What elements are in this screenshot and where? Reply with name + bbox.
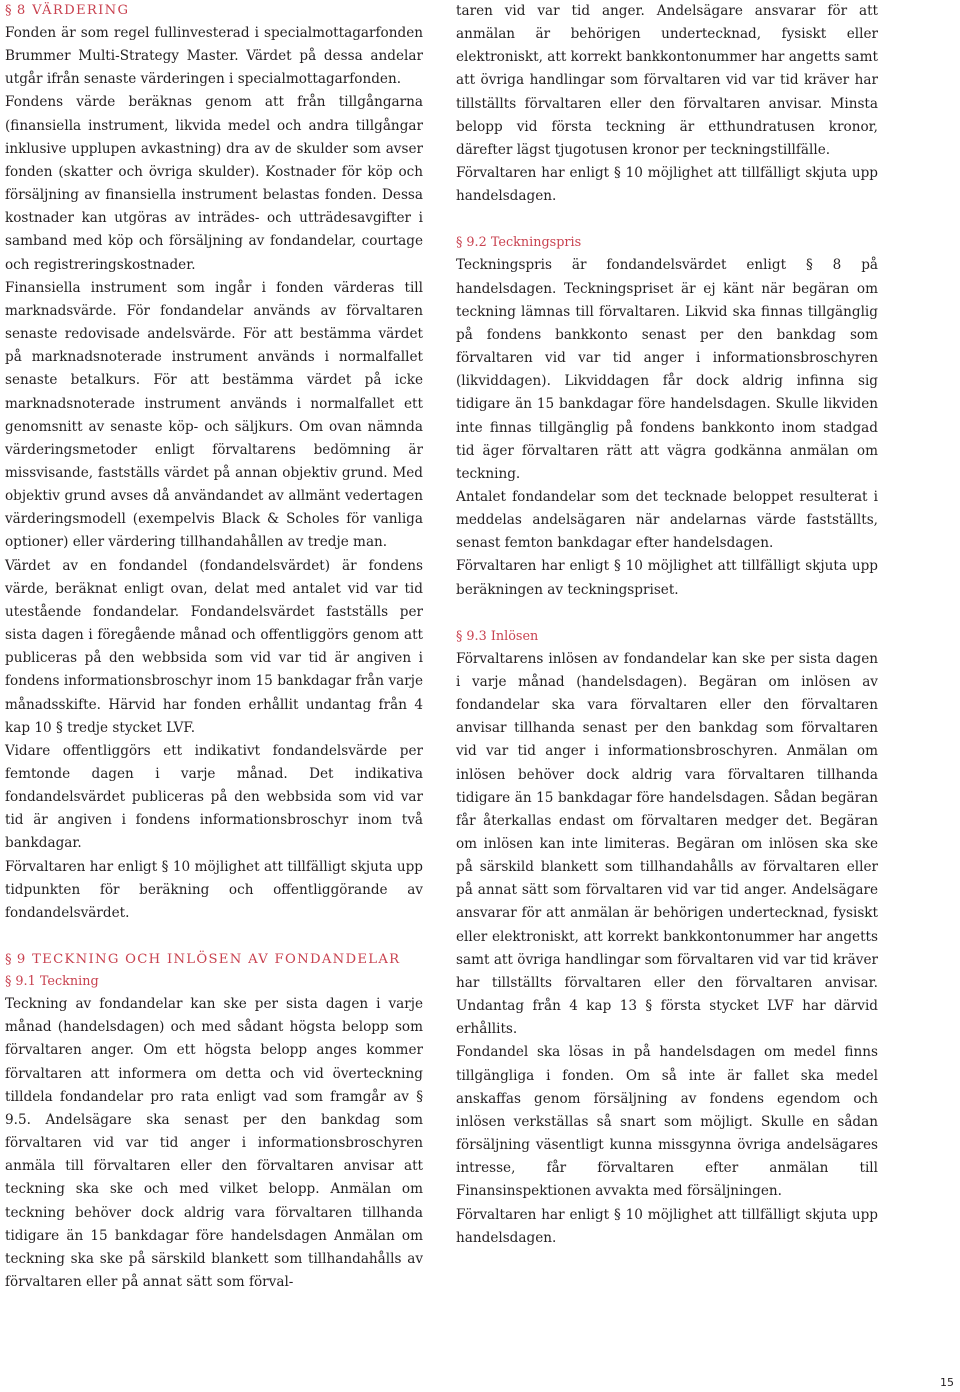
section-sign-icon: § (456, 628, 463, 644)
section-9-1-title: 9.1 Teckning (15, 974, 99, 990)
paragraph: Förvaltaren har enligt § 10 möjlighet att tillfälligt skjuta upp handelsdagen. (456, 165, 878, 205)
section-sign-icon: § (5, 974, 12, 990)
section-sign-icon: § (5, 3, 13, 18)
section-9-2-heading (456, 232, 878, 254)
spacer (456, 602, 878, 626)
page-number: 15 (940, 1376, 954, 1389)
paragraph: Förvaltaren har enligt § 10 möjlighet att tillfälligt skjuta upp handelsdagen. (456, 1206, 878, 1246)
section-9-title: 9 TECKNING OCH INLÖSEN AV FONDANDELAR (16, 952, 401, 968)
paragraph: Fonden är som regel fullinvesterad i specialmottagarfonden Brummer Multi-Strategy Master. Värdet på dessa andelar utgår ifrån senaste värderingen i specialmottagarfonden. (5, 25, 423, 88)
paragraph: Förvaltarens inlösen av fondandelar kan ske per sista dagen i varje månad (handelsdagen). Begäran om inlösen av fondandelar ska vara förvaltaren eller den förvaltaren anvisar tillhanda senast per den bankdag som förvaltaren vid var tid anger i informationsbroschyren. Anmälan om inlösen behöver dock aldrig vara förvaltaren tillhanda tidigare än 15 bankdagar före handelsdagen. Sådan begäran får återkallas endast om förvaltaren medger det. Begäran om inlösen kan inte limiteras. Begäran om inlösen ska ske på särskild blankett som tillhandahålls av förvaltaren eller på annat sätt som förvaltaren vid var tid anger. Andelsägare ansvarar för att anmälan är behörigen undertecknad, fysiskt eller elektroniskt, att korrekt bankkontonummer har angetts samt att övriga handlingar som förvaltaren vid var tid kräver har tillställts förvaltaren eller den förvaltaren anvisar. Undantag från 4 kap 13 § första stycket LVF har därvid erhållits. (456, 650, 878, 1038)
section-9-heading (5, 949, 423, 971)
section-8-heading (5, 0, 423, 22)
section-sign-icon: § (5, 952, 13, 968)
section-9-3-title: 9.3 Inlösen (466, 628, 539, 644)
section-9-3-heading (456, 626, 878, 648)
section-9-2-title: 9.2 Teckningspris (466, 235, 582, 251)
paragraph: Vidare offentliggörs ett indikativt fondandelsvärde per femtonde dagen i varje månad. Det indikativa fondandelsvärdet publiceras på den webbsida som vid var tid är angiven i fondens informationsbroschyr inom två bankdagar. (5, 742, 423, 852)
paragraph: Teckning av fondandelar kan ske per sista dagen i varje månad (handelsdagen) och med sådant högsta belopp som förvaltaren anger. Om ett högsta belopp anges kommer förvaltaren att informera om detta och vid överteckning tilldela fondandelar pro rata enligt vad som framgår av § 9.5. Andelsägare ska senast per den bankdag som förvaltaren vid var tid anger i informationsbroschyren anmäla till förvaltaren eller den förvaltaren anvisar att teckning ska ske och med vilket belopp. Anmälan om teckning behöver dock aldrig vara förvaltaren tillhanda tidigare än 15 bankdagar före handelsdagen Anmälan om teckning ska ske på särskild blankett som tillhandahålls av förvaltaren eller på annat sätt som förval- (5, 996, 423, 1290)
paragraph: Värdet av en fondandel (fondandelsvärdet) är fondens värde, beräknat enligt ovan, delat med antalet vid var tid utestående fondandelar. Fondandelsvärdet fastställs per sista dagen i föregående månad och offentliggörs genom att publiceras på den webbsida som vid var tid är angiven i fondens informationsbroschyr inom 15 bankdagar från varje månadsskifte. Härvid har fonden erhållit undantag från 4 kap 10 § tredje stycket LVF. (5, 557, 423, 736)
section-8-title: 8 VÄRDERING (16, 3, 130, 18)
right-column (456, 0, 878, 1250)
left-column (5, 0, 423, 1294)
paragraph: Fondens värde beräknas genom att från tillgångarna (finansiella instrument, likvida medel och andra tillgångar inklusive upplupen avkastning) dra av de skulder som avser fonden (skatter och övriga skulder). Kostnader för köp och försäljning av finansiella instrument belastas fonden. Dessa kostnader kan utgöras av inträdes- och utträdesavgifter i samband med köp och försäljning av fondandelar, courtage och registreringskostnader. (5, 94, 423, 273)
paragraph: Fondandel ska lösas in på handelsdagen om medel finns tillgängliga i fonden. Om så inte är fallet ska medel anskaffas genom försäljning av fondens egendom och inlösen verkställas så snart som möjligt. Skulle en sådan försäljning väsentligt kunna missgynna övriga andelsägares intresse, får förvaltaren efter anmälan till Finansinspektionen avvakta med försäljningen. (456, 1044, 878, 1200)
paragraph: Antalet fondandelar som det tecknade beloppet resulterat i meddelas andelsägaren när andelarnas värde fastställts, senast femton bankdagar efter handelsdagen. (456, 488, 878, 552)
spacer (5, 925, 423, 949)
spacer (456, 208, 878, 232)
section-9-1-heading (5, 971, 423, 993)
paragraph: Finansiella instrument som ingår i fonden värderas till marknadsvärde. För fondandelar används av förvaltaren senaste redovisade andelsvärde. För att bestämma värdet på marknadsnoterade instrument används i normalfallet senaste betalkurs. För att bestämma värdet på icke marknadsnoterade instrument används i normalfallet ett genomsnitt av senaste köp- och säljkurs. Om ovan nämnda värderingsmetoder enligt förvaltarens bedömning är missvisande, fastställs värdet på annan objektiv grund. Med objektiv grund avses då användandet av allmänt vedertagen värderingsmodell (exempelvis Black & Scholes för vanliga optioner) eller värdering tillhandahållen av tredje man. (5, 279, 423, 551)
section-sign-icon: § (456, 235, 463, 251)
paragraph: Förvaltaren har enligt § 10 möjlighet att tillfälligt skjuta upp beräkningen av teckningspriset. (456, 558, 878, 598)
paragraph: Teckningspris är fondandelsvärdet enligt § 8 på handelsdagen. Teckningspriset är ej känt när begäran om teckning lämnas till förvaltaren. Likvid ska finnas tillgänglig på fondens bankkonto senast per den bankdag som förvaltaren vid var tid anger i informationsbroschyren (likviddagen). Likviddagen får dock aldrig infinna sig tidigare än 15 bankdagar före handelsdagen. Skulle likviden inte finnas tillgänglig på fondens bankkonto inom stadgad tid äger förvaltaren rätt att vägra godkänna anmälan om teckning. (456, 257, 878, 482)
paragraph: taren vid var tid anger. Andelsägare ansvarar för att anmälan är behörigen undertecknad, fysiskt eller elektroniskt, att korrekt bankkontonummer har angetts samt att övriga handlingar som förvaltaren vid var tid kräver har tillställts förvaltaren eller den förvaltaren anvisar. Minsta belopp vid första teckning är etthundratusen kronor, därefter lägst tjugotusen kronor per teckningstillfälle. (456, 3, 878, 158)
paragraph: Förvaltaren har enligt § 10 möjlighet att tillfälligt skjuta upp tidpunkten för beräkning och offentliggörande av fondandelsvärdet. (5, 858, 423, 921)
